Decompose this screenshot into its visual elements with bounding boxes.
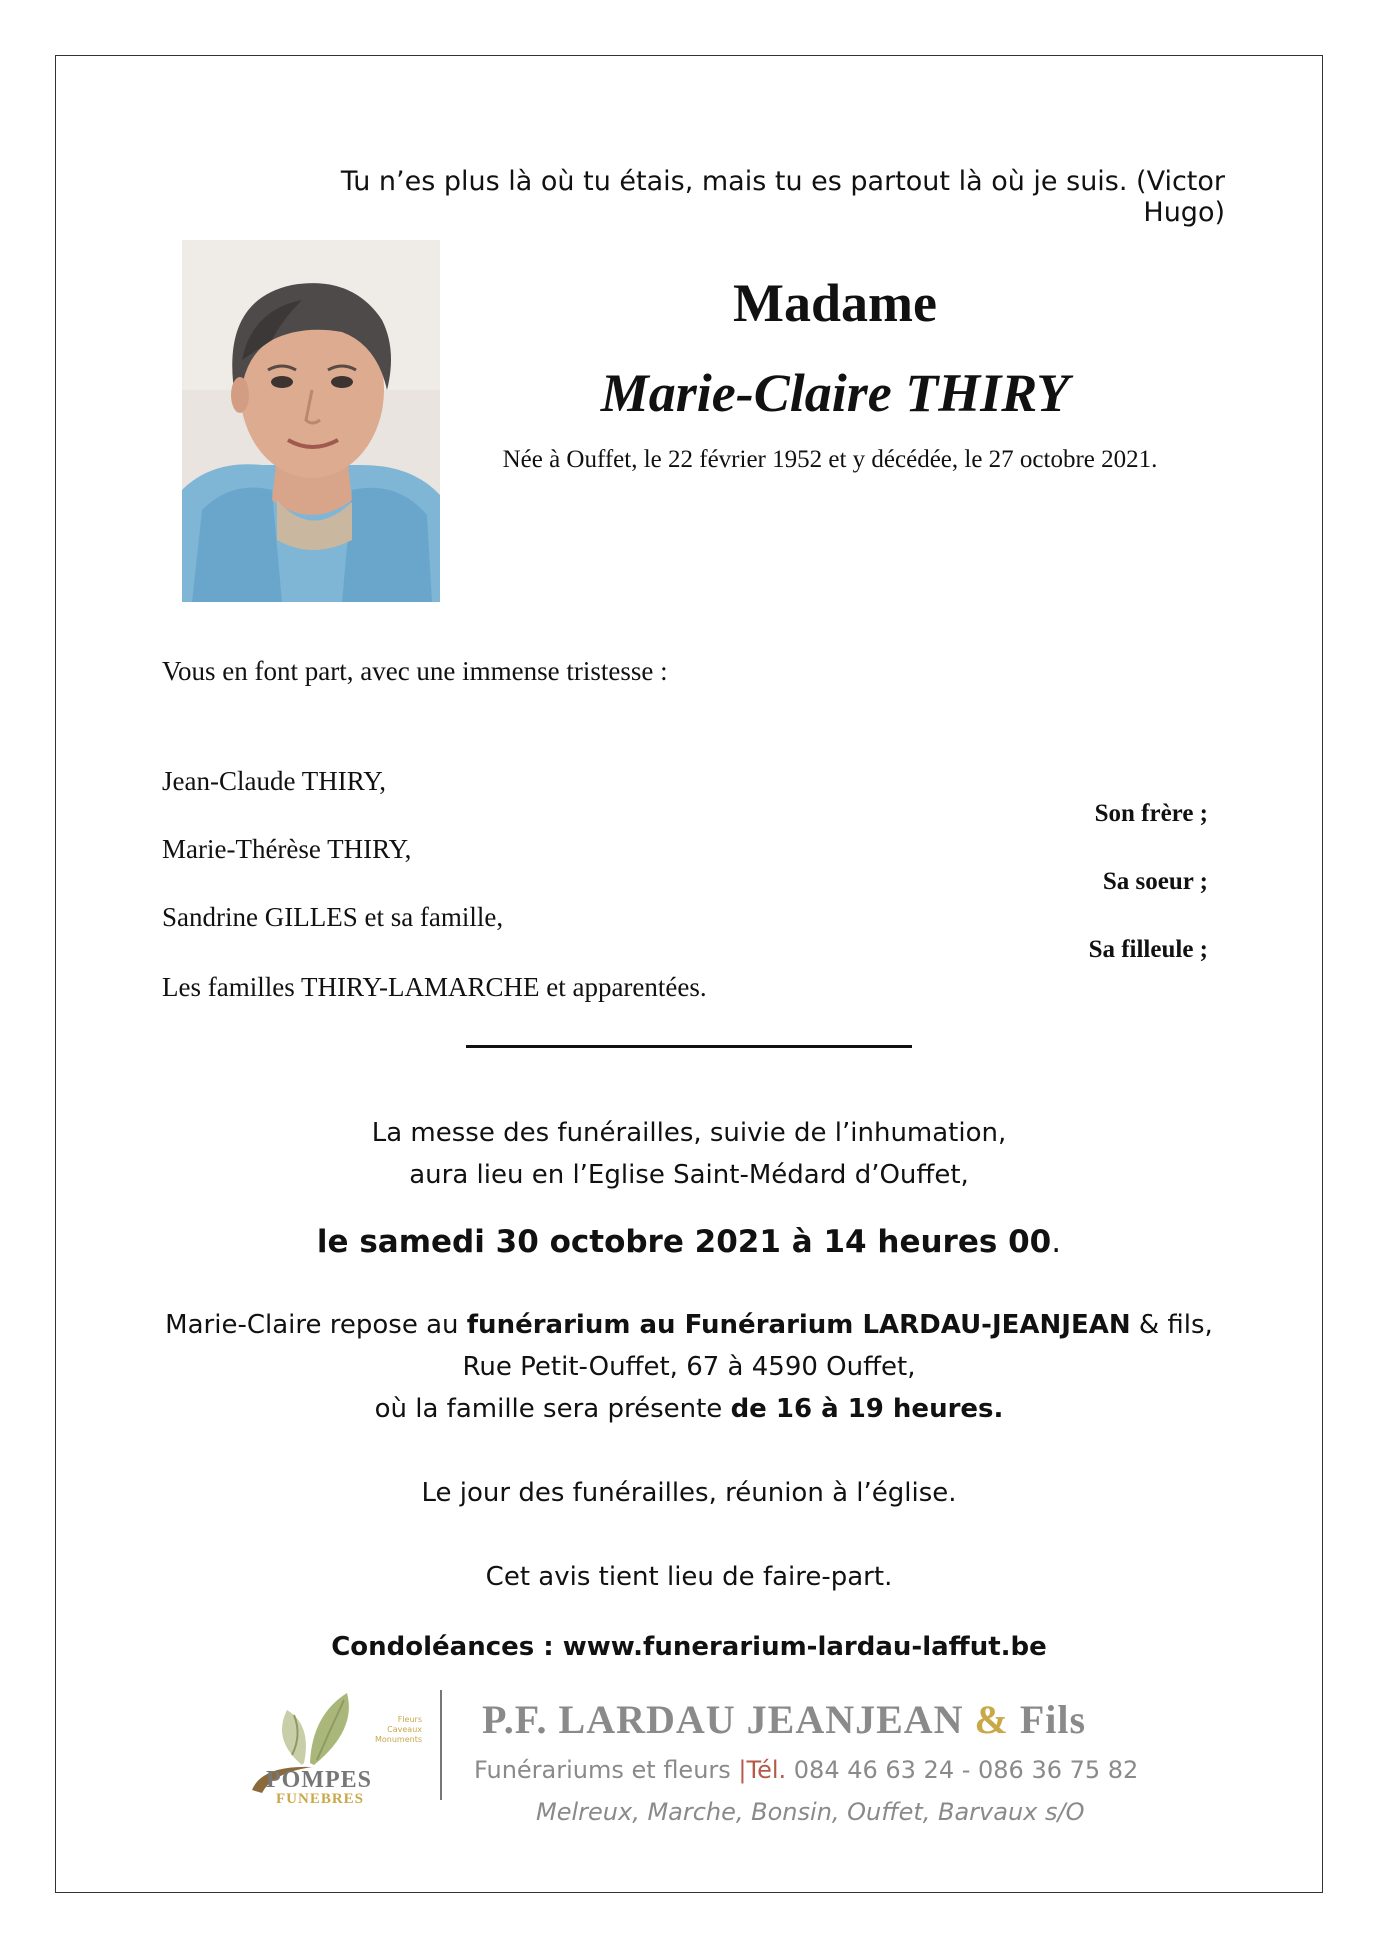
ceremony-line-1: La messe des funérailles, suivie de l’inhumation, bbox=[371, 1118, 1007, 1148]
repose-address: Rue Petit-Ouffet, 67 à 4590 Ouffet, bbox=[462, 1352, 916, 1382]
company-phone: 084 46 63 24 - 086 36 75 82 bbox=[793, 1756, 1139, 1784]
repose-presence: où la famille sera présente de 16 à 19 heures. bbox=[374, 1394, 1004, 1424]
footer-separator bbox=[440, 1690, 442, 1800]
ceremony-date: le samedi 30 octobre 2021 à 14 heures 00. bbox=[316, 1224, 1062, 1260]
family-name-2: Marie-Thérèse THIRY, bbox=[162, 834, 412, 864]
funerarium-name: funérarium au Funérarium LARDAU-JEANJEAN bbox=[466, 1310, 1131, 1340]
birth-death-dates: Née à Ouffet, le 22 février 1952 et y décédée, le 27 octobre 2021. bbox=[502, 446, 1158, 473]
portrait-photo bbox=[182, 240, 440, 602]
family-relation-1: Son frère ; bbox=[1094, 800, 1208, 827]
company-services: Funérariums et fleurs |Tél. 084 46 63 24 - 086 36 75 82 bbox=[474, 1756, 1139, 1784]
ceremony-line-2: aura lieu en l’Eglise Saint-Médard d’Ouffet, bbox=[409, 1160, 969, 1190]
pompes-funebres-logo: Fleurs Caveaux Monuments POMPES FUNEBRES bbox=[232, 1685, 432, 1815]
honorific-title: Madame bbox=[733, 273, 937, 333]
company-name: P.F. LARDAU JEANJEAN & Fils bbox=[482, 1697, 1087, 1742]
divider-line bbox=[466, 1045, 912, 1048]
intro-text: Vous en font part, avec une immense tristesse : bbox=[162, 656, 668, 686]
ceremony-date-bold: le samedi 30 octobre 2021 à 14 heures 00 bbox=[316, 1224, 1052, 1260]
quote: Tu n’es plus là où tu étais, mais tu es partout là où je suis. (Victor Hugo) bbox=[340, 166, 1225, 228]
logo-word-pompes: POMPES bbox=[266, 1767, 372, 1793]
logo-word-funebres: FUNEBRES bbox=[276, 1791, 365, 1807]
condolences-text: Condoléances : www.funerarium-lardau-laffut.be bbox=[331, 1632, 1047, 1662]
family-relation-2: Sa soeur ; bbox=[1102, 868, 1208, 895]
family-name-4: Les familles THIRY-LAMARCHE et apparentées. bbox=[162, 972, 707, 1002]
repose-line-1: Marie-Claire repose au funérarium au Funérarium LARDAU-JEANJEAN & fils, bbox=[165, 1310, 1213, 1340]
presence-hours: de 16 à 19 heures. bbox=[730, 1394, 1004, 1424]
family-relation-3: Sa filleule ; bbox=[1088, 936, 1208, 963]
notice-text: Cet avis tient lieu de faire-part. bbox=[485, 1562, 893, 1592]
reunion-text: Le jour des funérailles, réunion à l’église. bbox=[421, 1478, 957, 1508]
family-name-3: Sandrine GILLES et sa famille, bbox=[162, 902, 504, 932]
company-locations: Melreux, Marche, Bonsin, Ouffet, Barvaux s/O bbox=[536, 1798, 1085, 1826]
deceased-name: Marie-Claire THIRY bbox=[600, 363, 1070, 423]
family-name-1: Jean-Claude THIRY, bbox=[162, 766, 386, 796]
